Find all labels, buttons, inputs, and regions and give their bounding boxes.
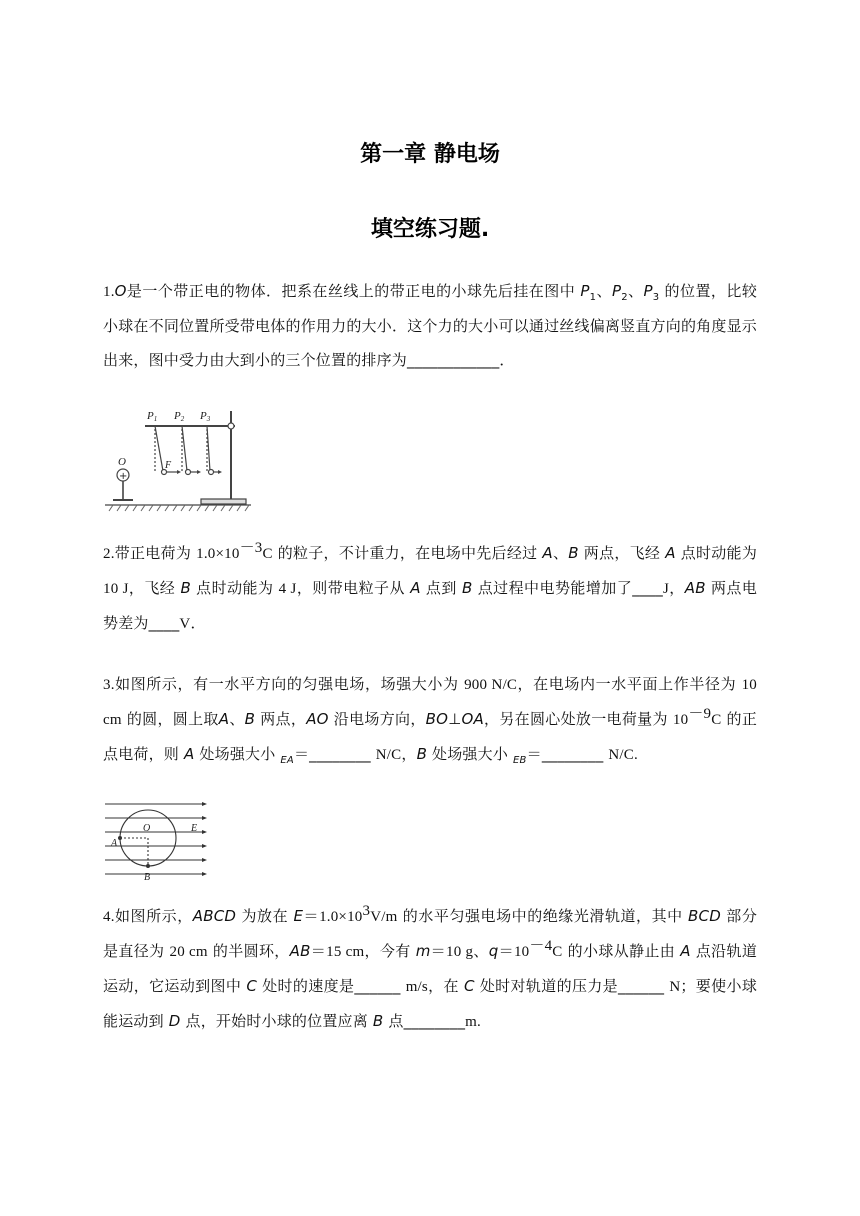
unit: m/s <box>405 979 428 995</box>
question-text: 两点，飞经 <box>583 544 661 562</box>
arrow-head <box>218 470 222 474</box>
separator: 、 <box>473 942 489 960</box>
symbol: B <box>244 710 256 728</box>
symbol: AO <box>306 710 329 728</box>
answer-blank[interactable]: ________ <box>541 745 604 763</box>
point-b <box>146 864 150 868</box>
arrow-head <box>202 816 207 820</box>
thread-p1 <box>155 426 163 471</box>
exponent: －3 <box>239 540 263 556</box>
question-text: 处场强大小 <box>432 745 509 763</box>
symbol: D <box>168 1012 181 1030</box>
arrow-head <box>202 844 207 848</box>
symbol: B <box>568 544 579 562</box>
symbol: A <box>410 579 421 597</box>
label-force: F <box>165 460 172 471</box>
question-text: 处时的速度是 <box>262 977 355 995</box>
question-text: 为放在 <box>241 907 289 925</box>
answer-blank[interactable]: ________ <box>309 745 371 763</box>
question-text: ，在电场内一水平面上作半径为 <box>517 675 737 693</box>
question-text: 点时动能为 <box>196 579 274 597</box>
separator: 、 <box>552 544 569 562</box>
value: 10 J <box>103 581 129 597</box>
question-text: ，今有 <box>364 942 411 960</box>
unit: J <box>663 581 670 597</box>
question-text: 部分是直径为 <box>103 907 758 960</box>
arrow-head <box>202 802 207 806</box>
value: 10 <box>513 944 530 960</box>
pendulum-figure <box>103 405 253 515</box>
value: 1.0×10 <box>196 546 240 562</box>
thread-p3 <box>207 426 210 471</box>
symbol: A <box>183 745 195 763</box>
question-text: 两点电势差为 <box>103 579 758 632</box>
question-1 <box>103 274 757 377</box>
exponent: －9 <box>688 706 712 722</box>
subscript: EB <box>513 755 527 766</box>
chapter-title: 第一章 静电场 <box>360 142 500 167</box>
subscript: EA <box>280 755 294 766</box>
question-text: 的圆，圆上取 <box>126 710 219 728</box>
value: 900 N/C <box>464 677 518 693</box>
question-text: 点沿轨道运动，它运动到图中 <box>103 942 758 995</box>
question-number: 4. <box>103 909 115 925</box>
unit: N <box>669 979 681 995</box>
symbol: A <box>542 544 553 562</box>
stand-base <box>201 499 246 504</box>
ball-p3 <box>209 470 214 475</box>
value: 10 <box>672 712 689 728</box>
punctuation: ， <box>669 579 685 597</box>
answer-blank[interactable]: ____ <box>632 579 664 597</box>
exponent: －4 <box>529 938 553 954</box>
symbol: A <box>680 942 691 960</box>
answer-blank[interactable]: ____ <box>148 614 180 632</box>
electric-field-circle-figure <box>103 800 213 882</box>
equals: ＝ <box>498 942 514 960</box>
question-text: 的正点电荷，则 <box>103 710 758 763</box>
question-text: 点 <box>388 1012 404 1030</box>
unit: N/C. <box>608 747 638 763</box>
question-text: ，另在圆心处放一电荷量为 <box>483 710 668 728</box>
symbol: A <box>218 710 230 728</box>
question-text: ，飞经 <box>128 579 176 597</box>
label-o: O <box>143 823 151 834</box>
question-text: 点过程中电势能增加了 <box>477 579 633 597</box>
question-text: 点到 <box>425 579 457 597</box>
label-p2: P2 <box>174 410 185 423</box>
symbol: B <box>180 579 191 597</box>
unit: N/C <box>375 747 402 763</box>
subscript: 2 <box>621 292 628 303</box>
symbol: q <box>488 942 499 960</box>
ground-hatch <box>109 505 249 511</box>
value: 4 J <box>278 581 297 597</box>
question-text: 是一个带正电的物体．把系在丝线上的带正电的小球先后挂在图中 <box>126 282 576 300</box>
symbol: B <box>462 579 473 597</box>
symbol: C <box>246 977 258 995</box>
question-2 <box>103 536 757 641</box>
unit: V/m <box>370 909 398 925</box>
question-text: ，在 <box>427 977 459 995</box>
question-text: ，则带电粒子从 <box>296 579 405 597</box>
symbol: OA <box>461 710 484 728</box>
symbol: AB <box>289 942 311 960</box>
question-text: 点，开始时小球的位置应离 <box>185 1012 368 1030</box>
answer-blank[interactable]: ____________ <box>407 351 500 369</box>
question-text: ；要使小球能运动到 <box>103 977 758 1030</box>
unit: C <box>552 944 563 960</box>
symbol: O <box>114 282 127 300</box>
question-text: 的粒子，不计重力，在电场中先后经过 <box>277 544 538 562</box>
label-p1: P1 <box>147 410 158 423</box>
label-e: E <box>191 823 198 834</box>
symbol: BO <box>425 710 449 728</box>
question-text: 如图所示，有一水平方向的匀强电场，场强大小为 <box>114 675 459 693</box>
label-p3: P3 <box>200 410 211 423</box>
subscript: 1 <box>589 292 597 303</box>
question-text: 的半圆环， <box>212 942 290 960</box>
question-text: 的位置，比较小球在不同位置所受带电体的作用力的大小．这个力的大小可以通过丝线偏离竖直方向的角度显示出来，图中受力由大到小的三个位置的排序为 <box>103 282 758 369</box>
equals: ＝ <box>310 942 327 960</box>
symbol: A <box>665 544 676 562</box>
question-text: 点时动能为 <box>680 544 758 562</box>
symbol: C <box>463 977 475 995</box>
subscript: 3 <box>652 292 660 303</box>
point-a <box>118 836 122 840</box>
separator: 、 <box>596 282 612 300</box>
question-3 <box>103 667 757 772</box>
separator: 、 <box>229 710 245 728</box>
equals: ＝ <box>430 942 447 960</box>
exponent: 3 <box>362 903 371 919</box>
symbol: B <box>372 1012 384 1030</box>
arrow-head <box>202 830 207 834</box>
section-title: 填空练习题. <box>370 217 490 242</box>
symbol: BCD <box>688 907 721 925</box>
value: 1.0×10 <box>319 909 363 925</box>
symbol: P <box>643 282 653 300</box>
value: 10 g <box>446 944 474 960</box>
perpendicular-symbol: ⊥ <box>448 710 462 728</box>
answer-blank[interactable]: ________ <box>403 1012 466 1030</box>
symbol: ABCD <box>192 907 237 925</box>
unit: m. <box>465 1014 481 1030</box>
answer-blank[interactable]: ______ <box>354 977 401 995</box>
symbol: m <box>415 942 431 960</box>
arrow-head <box>197 470 201 474</box>
question-text: 如图所示， <box>114 907 193 925</box>
question-text: 两点， <box>260 710 307 728</box>
question-number: 1. <box>103 284 115 300</box>
question-text: 处场强大小 <box>199 745 276 763</box>
question-text: 的小球从静止由 <box>567 942 676 960</box>
arrow-head <box>202 858 207 862</box>
value: 10 cm <box>103 677 758 728</box>
question-number: 3. <box>103 677 115 693</box>
equals: ＝ <box>293 745 310 763</box>
punctuation: ． <box>190 614 206 632</box>
symbol: AB <box>684 579 706 597</box>
thread-p2 <box>182 426 187 471</box>
equals: ＝ <box>526 745 542 763</box>
answer-blank[interactable]: ______ <box>618 977 665 995</box>
punctuation: ， <box>401 745 417 763</box>
label-a: A <box>111 838 118 849</box>
symbol: P <box>611 282 622 300</box>
unit: C <box>711 712 722 728</box>
ball-p2 <box>186 470 191 475</box>
plus-sign: + <box>119 471 128 482</box>
question-text: 的水平匀强电场中的绝缘光滑轨道，其中 <box>402 907 683 925</box>
symbol: E <box>293 907 304 925</box>
arrow-head <box>177 470 181 474</box>
symbol: P <box>580 282 590 300</box>
clamp <box>228 423 234 429</box>
unit: C <box>262 546 273 562</box>
equals: ＝ <box>303 907 320 925</box>
label-o: O <box>118 456 126 468</box>
question-text: 沿电场方向， <box>333 710 426 728</box>
label-b: B <box>144 872 151 882</box>
value: 20 cm <box>169 944 208 960</box>
separator: 、 <box>627 282 644 300</box>
punctuation: ． <box>499 351 515 369</box>
question-text: 带正电荷为 <box>114 544 192 562</box>
question-number: 2. <box>103 546 115 562</box>
arrow-head <box>202 872 207 876</box>
question-text: 处时对轨道的压力是 <box>479 977 619 995</box>
unit: V <box>179 616 191 632</box>
value: 15 cm <box>326 944 365 960</box>
symbol: B <box>416 745 428 763</box>
question-4 <box>103 899 757 1039</box>
